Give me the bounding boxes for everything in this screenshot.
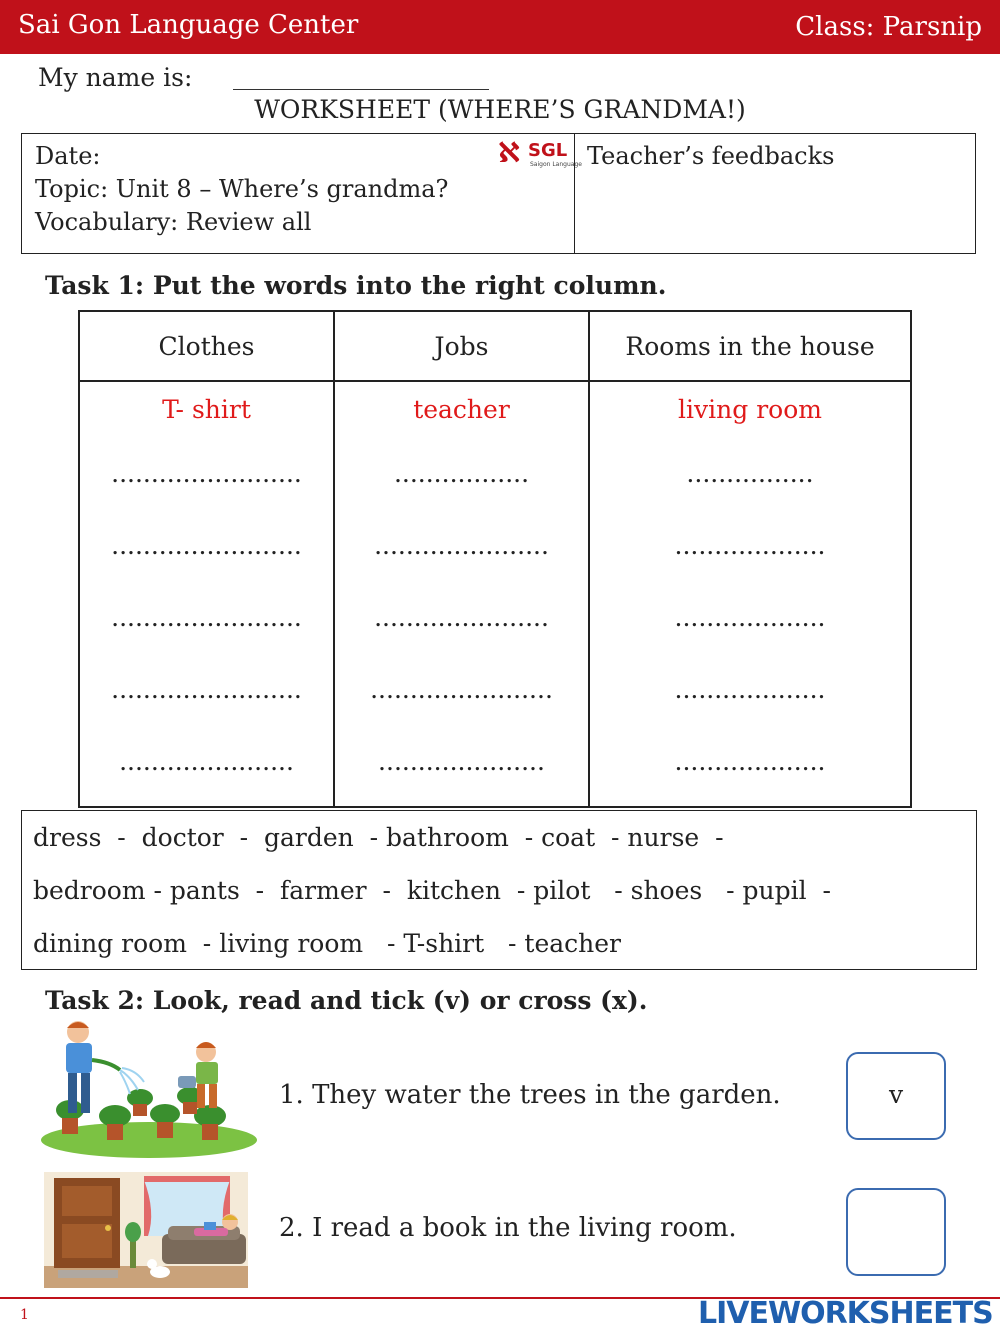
date-label: Date: [35,142,101,170]
answer-blank[interactable]: ...................... [374,531,549,560]
example-answer: T- shirt [162,395,251,424]
garden-watering-picture [40,1018,258,1158]
topic-label: Topic: Unit 8 – Where’s grandma? [35,175,449,203]
answer-blank[interactable]: ..................... [378,747,545,776]
statement-1: 1. They water the trees in the garden. [279,1080,781,1110]
answer-blank[interactable]: ................ [686,459,814,488]
word-box-line: dress - doctor - garden - bathroom - coat - nurse - [33,823,724,852]
vocabulary-label: Vocabulary: Review all [35,208,312,236]
name-input-line[interactable] [233,89,489,90]
column-header-clothes: Clothes [79,311,334,381]
name-label: My name is: [38,63,193,92]
word-box [21,810,977,970]
answer-blank[interactable]: ...................... [374,603,549,632]
answer-blank[interactable]: ................... [674,675,826,704]
example-answer: teacher [413,395,510,424]
example-answer: living room [678,395,822,424]
statement-2: 2. I read a book in the living room. [279,1213,737,1243]
answer-blank[interactable]: ................... [674,603,826,632]
answer-blank[interactable]: ...................... [119,747,294,776]
task1-table [78,310,912,808]
logo-swoosh-icon: ℵ [498,136,521,169]
logo-subtext: Saigon Language [530,161,582,168]
answer-box-1[interactable]: v [846,1052,946,1140]
word-box-line: bedroom - pants - farmer - kitchen - pilot - shoes - pupil - [33,876,831,905]
answer-blank[interactable]: ................... [674,531,826,560]
center-name: Sai Gon Language Center [18,10,359,40]
logo-text: SGL [528,140,568,161]
answer-blank[interactable]: ........................ [111,531,302,560]
answer-blank[interactable]: ........................ [111,603,302,632]
answer-box-2[interactable] [846,1188,946,1276]
answer-blank[interactable]: ........................ [111,675,302,704]
word-box-line: dining room - living room - T-shirt - teacher [33,929,622,958]
sgl-logo [498,136,582,172]
answer-blank[interactable]: ....................... [370,675,553,704]
answer-blank[interactable]: ................... [674,747,826,776]
answer-blank[interactable]: ................. [393,459,530,488]
info-box [21,133,976,254]
class-name: Class: Parsnip [795,12,982,42]
column-clothes [79,381,334,807]
answer-blank[interactable]: ........................ [111,459,302,488]
column-rooms [589,381,911,807]
header-bar [0,0,1000,54]
column-header-rooms: Rooms in the house [589,311,911,381]
task1-title: Task 1: Put the words into the right column. [45,271,667,300]
page-number: 1 [20,1307,29,1323]
task2-title: Task 2: Look, read and tick (v) or cross (x). [45,986,648,1015]
column-jobs [334,381,589,807]
column-header-jobs: Jobs [334,311,589,381]
worksheet-title: WORKSHEET (WHERE’S GRANDMA!) [254,95,746,124]
info-divider [574,134,575,253]
living-room-picture [44,1172,248,1288]
liveworksheets-logo: LIVEWORKSHEETS [698,1296,993,1331]
teacher-feedback-label: Teacher’s feedbacks [587,142,835,170]
